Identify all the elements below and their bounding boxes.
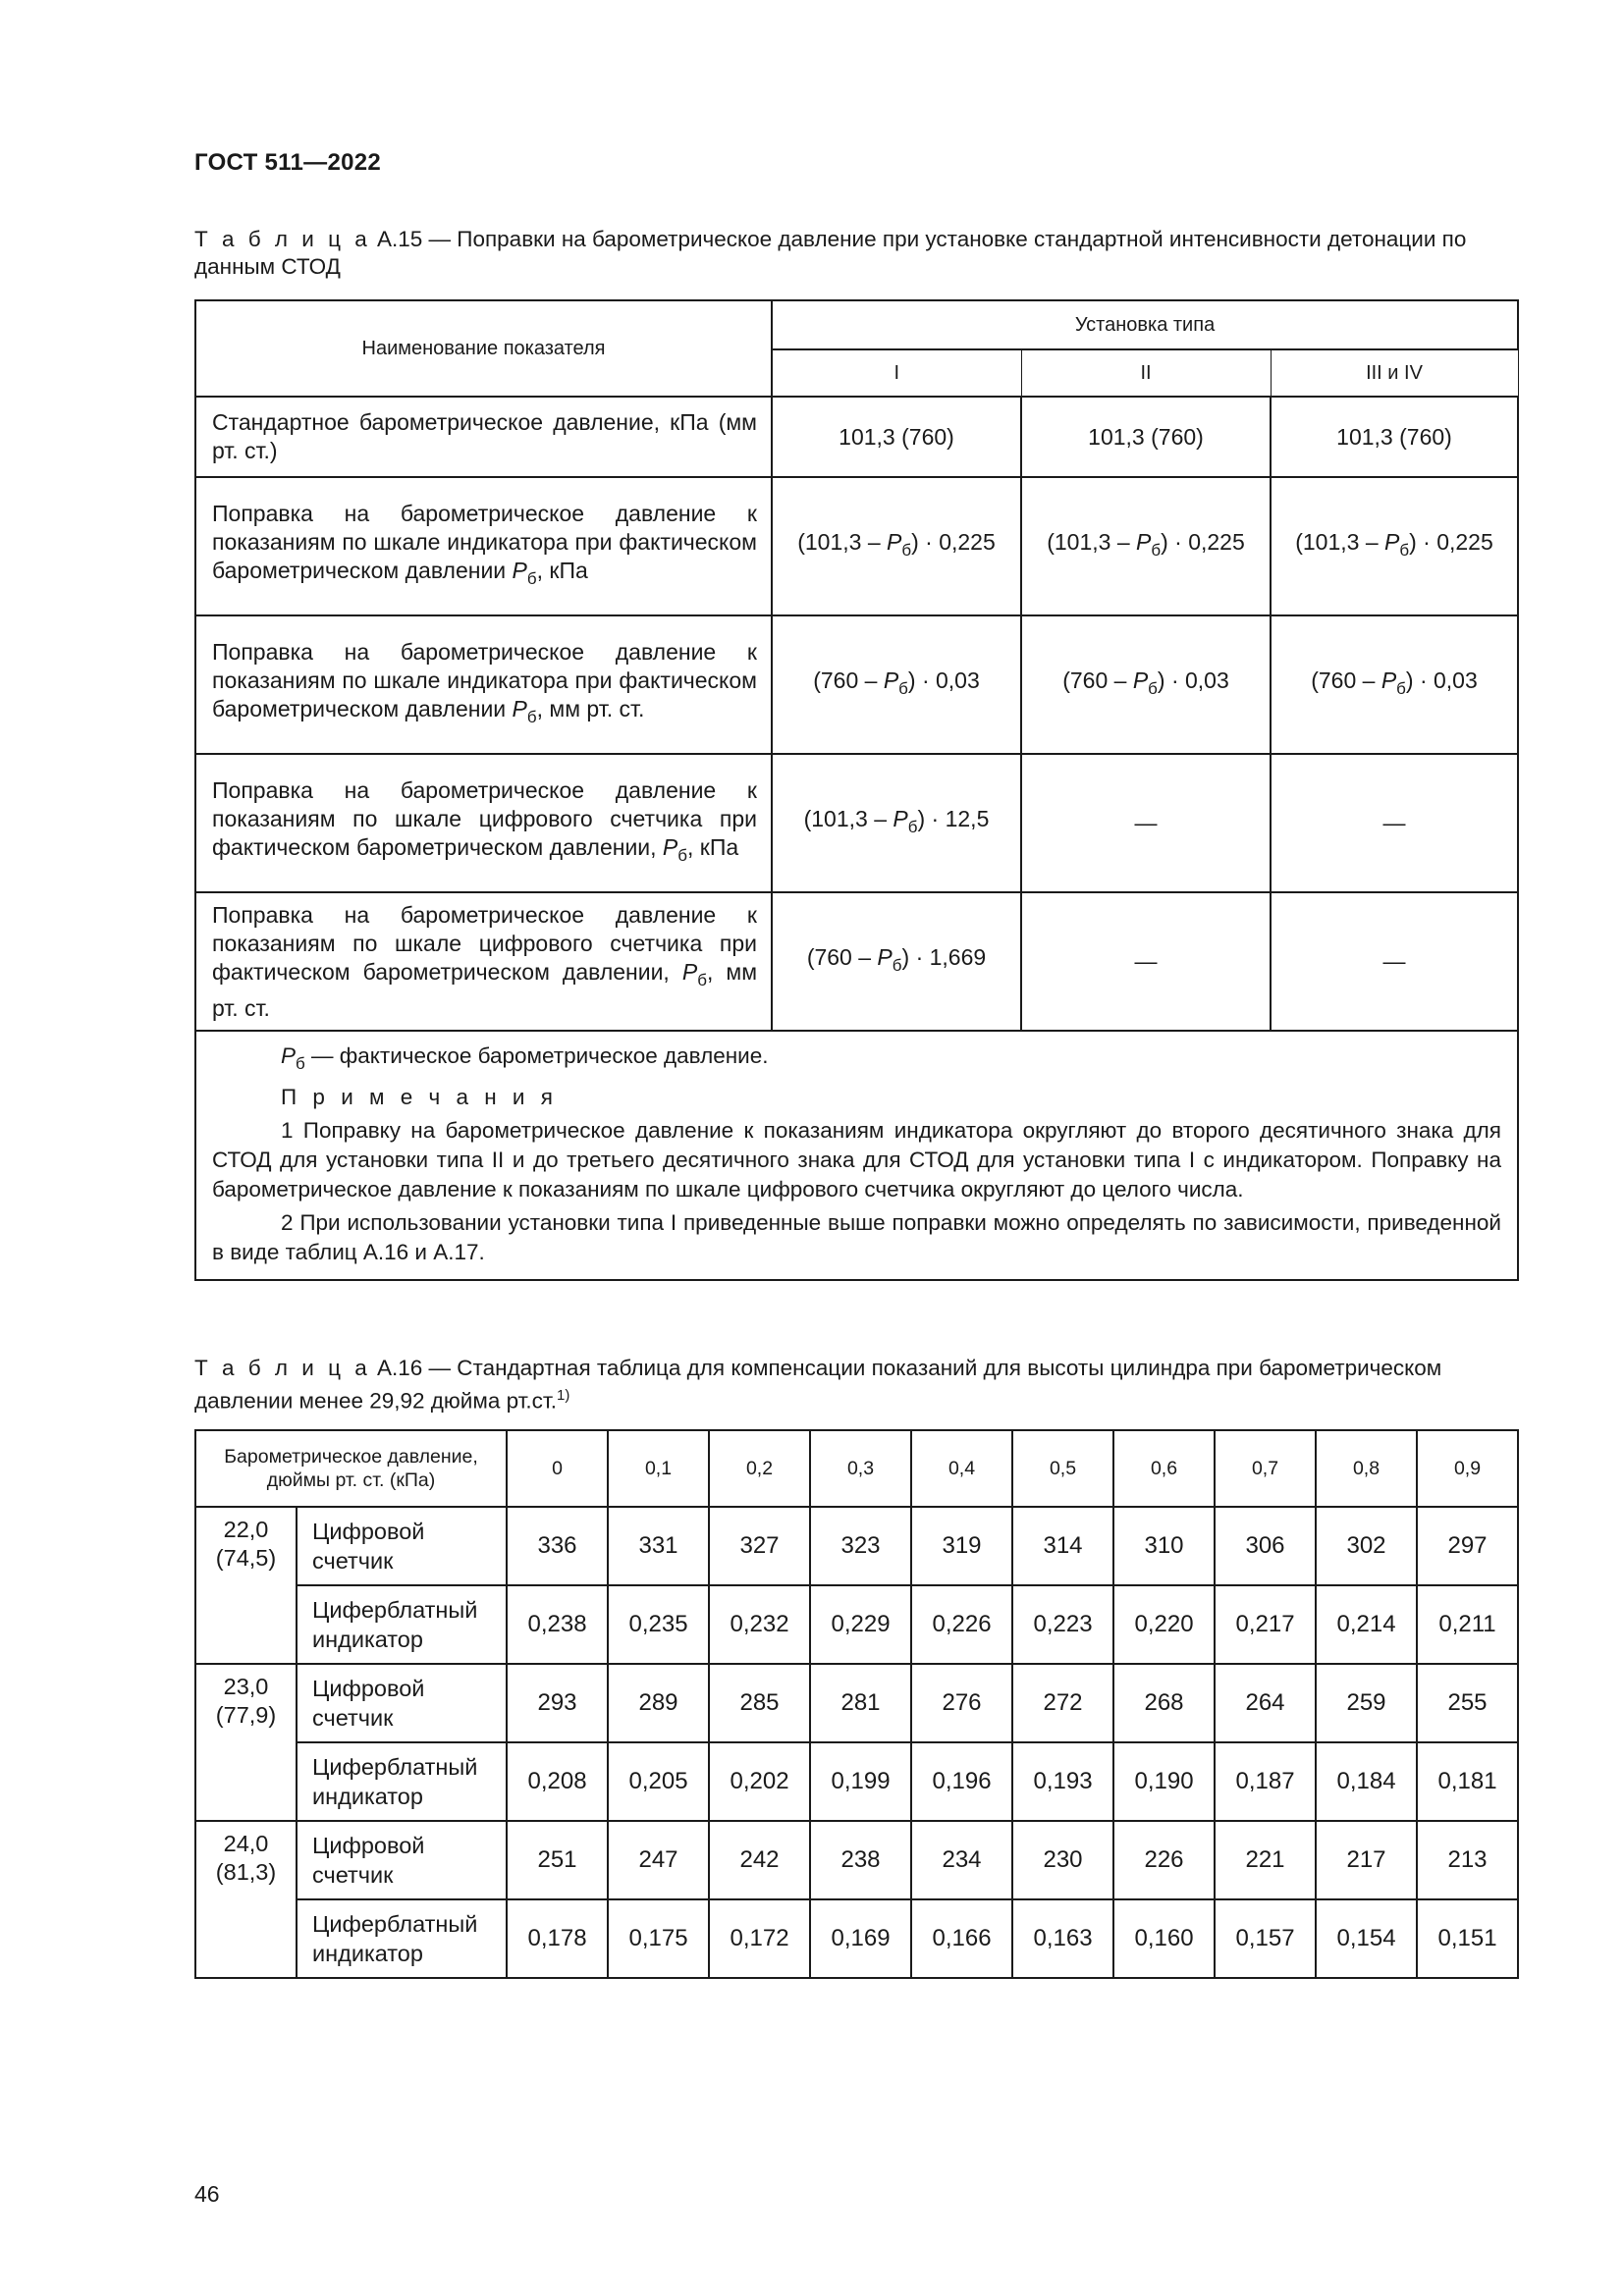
symbol-legend: $P_б$ — фактическое барометрическое давление. (281, 1043, 769, 1073)
column-header: 0,3 (810, 1430, 911, 1507)
type-i-header: I (772, 349, 1021, 397)
footnote-ref: 1) (556, 1387, 570, 1404)
cell-value: 0,226 (911, 1585, 1012, 1664)
notes-title: П р и м е ч а н и я (281, 1085, 558, 1109)
pressure-group (195, 1507, 297, 1664)
table-row (195, 615, 1518, 754)
table-row (195, 1821, 1518, 1899)
cell-value: $(101,3 - P_б) \cdot 0,225$ (1021, 477, 1271, 615)
cell-value: 0,232 (709, 1585, 810, 1664)
cell-value: 213 (1417, 1821, 1518, 1899)
row-label: Поправка на барометрическое давление к показаниям по шкале индикатора при фактическом барометрическом давлении $P_б$, кПа (195, 477, 772, 615)
table-row (195, 477, 1518, 615)
document-id: ГОСТ 511—2022 (194, 149, 382, 176)
pressure-inches: 22,0 (223, 1517, 269, 1542)
cell-value: 310 (1113, 1507, 1215, 1585)
table-a15-caption (194, 226, 1515, 281)
note-1: 1 Поправку на барометрическое давление к показаниям индикатора округляют до второго десятичного знака для СТОД для установки типа II и до третьего десятичного знака для СТОД для установки типа I с индикатором. Поправку на барометрическое давление к показаниям по шкале цифрового счетчика округляют до целого числа. (212, 1118, 1501, 1201)
table-notes (195, 1031, 1518, 1280)
cell-value: 268 (1113, 1664, 1215, 1742)
cell-value: 0,235 (608, 1585, 709, 1664)
installation-type-header: Установка типа (772, 300, 1518, 349)
cell-value: 0,211 (1417, 1585, 1518, 1664)
cell-value: 0,157 (1215, 1899, 1316, 1978)
row-label-dial: Циферблатный индикатор (297, 1899, 507, 1978)
caption-label: Т а б л и ц а (194, 1356, 371, 1380)
column-header: 0,5 (1012, 1430, 1113, 1507)
cell-dash: — (1271, 754, 1518, 892)
cell-value: 0,166 (911, 1899, 1012, 1978)
caption-label: Т а б л и ц а (194, 227, 371, 251)
cell-value: 0,199 (810, 1742, 911, 1821)
cell-value: 0,208 (507, 1742, 608, 1821)
table-row (195, 892, 1518, 1031)
cell-value: 0,220 (1113, 1585, 1215, 1664)
table-row (195, 1664, 1518, 1742)
page-number: 46 (194, 2181, 220, 2207)
cell-value: 0,184 (1316, 1742, 1417, 1821)
row-label-dial: Циферблатный индикатор (297, 1585, 507, 1664)
cell-value: 0,202 (709, 1742, 810, 1821)
cell-value: $(760 - P_б) \cdot 0,03$ (1271, 615, 1518, 754)
column-header: 0,1 (608, 1430, 709, 1507)
row-label-dial: Циферблатный индикатор (297, 1742, 507, 1821)
table-a15 (194, 299, 1519, 1281)
cell-value: 285 (709, 1664, 810, 1742)
pressure-inches: 23,0 (223, 1674, 269, 1699)
cell-value: 297 (1417, 1507, 1518, 1585)
cell-value: 0,175 (608, 1899, 709, 1978)
cell-value: 293 (507, 1664, 608, 1742)
cell-value: 0,238 (507, 1585, 608, 1664)
cell-value: 306 (1215, 1507, 1316, 1585)
table-a16 (194, 1429, 1519, 1979)
cell-value: $(760 - P_б) \cdot 1,669$ (772, 892, 1021, 1031)
row-label: Поправка на барометрическое давление к показаниям по шкале цифрового счетчика при фактическом барометрическом давлении, $P_б$, кПа (195, 754, 772, 892)
cell-value: 0,217 (1215, 1585, 1316, 1664)
column-header: 0,4 (911, 1430, 1012, 1507)
table-row (195, 1899, 1518, 1978)
cell-value: 0,181 (1417, 1742, 1518, 1821)
cell-value: 101,3 (760) (772, 397, 1021, 477)
cell-value: 0,178 (507, 1899, 608, 1978)
cell-value: 101,3 (760) (1021, 397, 1271, 477)
row-label: Стандартное барометрическое давление, кПа (мм рт. ст.) (195, 397, 772, 477)
cell-value: $(101,3 - P_б) \cdot 0,225$ (1271, 477, 1518, 615)
column-header: 0,6 (1113, 1430, 1215, 1507)
cell-value: 259 (1316, 1664, 1417, 1742)
column-header: 0,7 (1215, 1430, 1316, 1507)
cell-value: 0,169 (810, 1899, 911, 1978)
cell-value: 0,151 (1417, 1899, 1518, 1978)
cell-value: 242 (709, 1821, 810, 1899)
cell-value: 336 (507, 1507, 608, 1585)
cell-value: 331 (608, 1507, 709, 1585)
pressure-kpa: (74,5) (215, 1545, 277, 1571)
cell-dash: — (1021, 892, 1271, 1031)
cell-value: 0,172 (709, 1899, 810, 1978)
caption-text: А.15 — Поправки на барометрическое давление при установке стандартной интенсивности детонации по данным СТОД (194, 227, 1467, 279)
cell-value: 221 (1215, 1821, 1316, 1899)
cell-value: 247 (608, 1821, 709, 1899)
column-header: 0,9 (1417, 1430, 1518, 1507)
cell-value: 238 (810, 1821, 911, 1899)
note-2: 2 При использовании установки типа I приведенные выше поправки можно определять по зависимости, приведенной в виде таблиц А.16 и А.17. (212, 1210, 1501, 1264)
cell-value: 0,154 (1316, 1899, 1417, 1978)
cell-value: 323 (810, 1507, 911, 1585)
pressure-group (195, 1664, 297, 1821)
cell-value: 217 (1316, 1821, 1417, 1899)
table-row (195, 397, 1518, 477)
table-row (195, 1742, 1518, 1821)
cell-value: 289 (608, 1664, 709, 1742)
cell-value: 226 (1113, 1821, 1215, 1899)
cell-value: 0,160 (1113, 1899, 1215, 1978)
indicator-column-header: Наименование показателя (195, 300, 772, 397)
cell-value: 0,193 (1012, 1742, 1113, 1821)
column-header: 0,8 (1316, 1430, 1417, 1507)
cell-value: 230 (1012, 1821, 1113, 1899)
cell-value: 0,214 (1316, 1585, 1417, 1664)
cell-value: 327 (709, 1507, 810, 1585)
cell-value: 234 (911, 1821, 1012, 1899)
row-label-digital: Цифровой счетчик (297, 1664, 507, 1742)
row-label-digital: Цифровой счетчик (297, 1821, 507, 1899)
cell-value: 302 (1316, 1507, 1417, 1585)
cell-value: 0,223 (1012, 1585, 1113, 1664)
cell-dash: — (1271, 892, 1518, 1031)
caption-text: А.16 — Стандартная таблица для компенсации показаний для высоты цилиндра при барометрическом давлении менее 29,92 дюйма рт.ст. (194, 1356, 1442, 1414)
pressure-kpa: (81,3) (215, 1859, 277, 1885)
table-row (195, 754, 1518, 892)
cell-value: 101,3 (760) (1271, 397, 1518, 477)
pressure-group (195, 1821, 297, 1978)
type-ii-header: II (1021, 349, 1271, 397)
table-a16-caption (194, 1355, 1515, 1415)
cell-value: 314 (1012, 1507, 1113, 1585)
cell-value: 0,196 (911, 1742, 1012, 1821)
cell-value: 276 (911, 1664, 1012, 1742)
cell-value: 255 (1417, 1664, 1518, 1742)
cell-value: 319 (911, 1507, 1012, 1585)
cell-value: 281 (810, 1664, 911, 1742)
table-row (195, 1507, 1518, 1585)
pressure-kpa: (77,9) (215, 1702, 277, 1728)
cell-value: 0,190 (1113, 1742, 1215, 1821)
row-label-digital: Цифровой счетчик (297, 1507, 507, 1585)
cell-value: 0,187 (1215, 1742, 1316, 1821)
cell-value: $(760 - P_б) \cdot 0,03$ (1021, 615, 1271, 754)
row-label: Поправка на барометрическое давление к показаниям по шкале индикатора при фактическом барометрическом давлении $P_б$, мм рт. ст. (195, 615, 772, 754)
cell-value: 0,163 (1012, 1899, 1113, 1978)
row-label: Поправка на барометрическое давление к показаниям по шкале цифрового счетчика при фактическом барометрическом давлении, $P_б$, мм рт. ст. (195, 892, 772, 1031)
cell-value: $(101,3 - P_б) \cdot 12,5$ (772, 754, 1021, 892)
cell-value: 0,229 (810, 1585, 911, 1664)
column-header: 0,2 (709, 1430, 810, 1507)
header-row (195, 1430, 1518, 1507)
pressure-header: Барометрическое давление, дюймы рт. ст. (кПа) (195, 1430, 507, 1507)
cell-value: 251 (507, 1821, 608, 1899)
type-iii-iv-header: III и IV (1271, 349, 1518, 397)
table-row (195, 1585, 1518, 1664)
cell-value: 272 (1012, 1664, 1113, 1742)
cell-value: 264 (1215, 1664, 1316, 1742)
pressure-inches: 24,0 (223, 1831, 269, 1856)
cell-dash: — (1021, 754, 1271, 892)
column-header: 0 (507, 1430, 608, 1507)
cell-value: $(101,3 - P_б) \cdot 0,225$ (772, 477, 1021, 615)
cell-value: 0,205 (608, 1742, 709, 1821)
cell-value: $(760 - P_б) \cdot 0,03$ (772, 615, 1021, 754)
